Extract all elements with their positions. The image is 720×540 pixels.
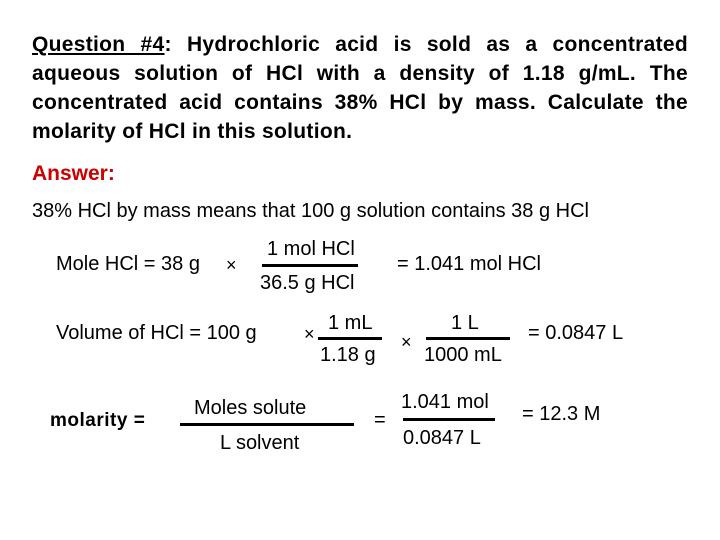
- question-body: : Hydrochloric acid is sold as a concentrated aqueous solution of HCl with a density of 1.18 g/mL. The concentrated acid contains 38% HCl by mass. Calculate the molarity of HCl in this solution.: [32, 33, 689, 143]
- equals-sign: =: [374, 409, 386, 431]
- fraction-bar: [403, 418, 495, 421]
- volume-frac2-denominator: 1000 mL: [424, 344, 502, 366]
- question-text: [32, 30, 688, 146]
- fraction-bar: [426, 337, 510, 340]
- answer-statement: 38% HCl by mass means that 100 g solution contains 38 g HCl: [32, 200, 589, 222]
- volume-frac2-numerator: 1 L: [451, 312, 479, 334]
- mole-lhs: Mole HCl = 38 g: [56, 253, 200, 275]
- mole-numerator: 1 mol HCl: [267, 238, 355, 260]
- volume-lhs: Volume of HCl = 100 g: [56, 322, 257, 344]
- volume-frac1-denominator: 1.18 g: [320, 344, 376, 366]
- molarity-lhs: molarity =: [50, 410, 146, 431]
- molarity-val-denominator: 0.0847 L: [403, 427, 481, 449]
- molarity-def-denominator: L solvent: [220, 432, 300, 454]
- fraction-bar: [180, 423, 354, 426]
- times-sign: ×: [226, 255, 237, 275]
- mole-denominator: 36.5 g HCl: [260, 272, 355, 294]
- question-label: Question #4: [32, 33, 165, 56]
- times-sign: ×: [401, 332, 412, 352]
- fraction-bar: [318, 337, 382, 340]
- molarity-def-numerator: Moles solute: [194, 397, 307, 419]
- volume-frac1-numerator: 1 mL: [328, 312, 373, 334]
- molarity-result: = 12.3 M: [522, 403, 601, 425]
- times-sign: ×: [304, 324, 315, 344]
- fraction-bar: [262, 264, 358, 267]
- mole-result: = 1.041 mol HCl: [397, 253, 541, 275]
- volume-result: = 0.0847 L: [528, 322, 624, 344]
- answer-heading: Answer:: [32, 162, 115, 185]
- molarity-val-numerator: 1.041 mol: [401, 391, 489, 413]
